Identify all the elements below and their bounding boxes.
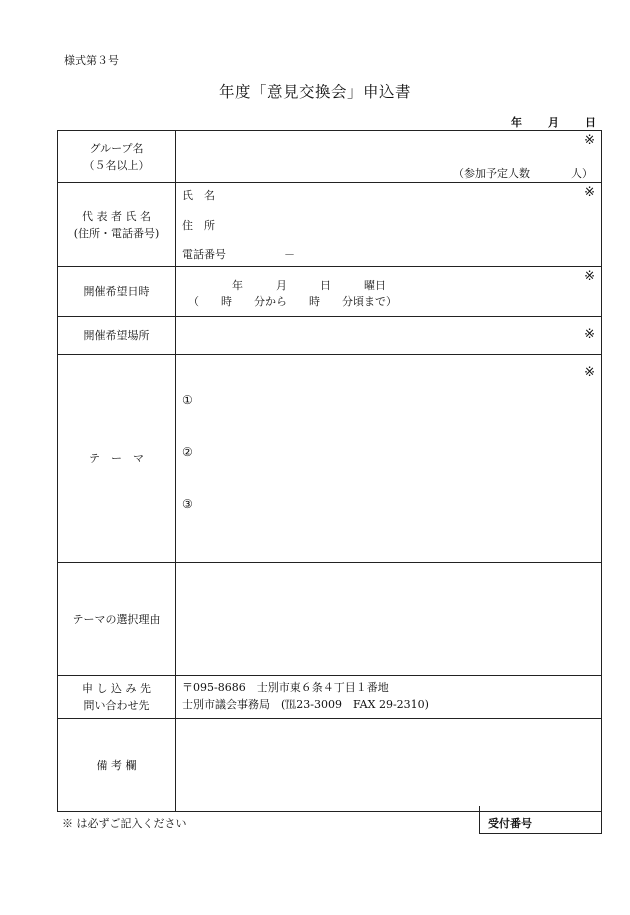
theme-item-3: ③ — [182, 497, 193, 511]
theme-item-1: ① — [182, 393, 193, 407]
reason-field[interactable] — [176, 563, 602, 676]
form-title: 年度「意見交換会」申込書 — [218, 83, 411, 101]
required-mark-group: ※ — [584, 133, 595, 148]
representative-field[interactable] — [176, 183, 602, 267]
theme-label: テ ー マ — [58, 355, 176, 563]
representative-row — [58, 183, 602, 267]
place-label: 開催希望場所 — [58, 317, 176, 355]
contact-row — [58, 676, 602, 719]
contact-label — [58, 676, 176, 719]
remarks-field[interactable] — [176, 719, 602, 812]
datetime-row — [58, 267, 602, 317]
contact-label-line1: 申 し 込 み 先 — [82, 682, 151, 695]
participants-close-label: 人） — [571, 167, 593, 180]
date-year-label: 年 — [511, 116, 522, 129]
datetime-label: 開催希望日時 — [58, 267, 176, 317]
datetime-field[interactable] — [176, 267, 602, 317]
theme-item-2: ② — [182, 445, 193, 459]
rep-phone-dash: － — [284, 248, 295, 261]
group-row — [58, 131, 602, 183]
receipt-number-box — [479, 806, 602, 834]
rep-name-label: 氏 名 — [182, 189, 215, 202]
date-day-label: 日 — [585, 116, 596, 129]
representative-label-line1: 代 表 者 氏 名 — [82, 209, 151, 223]
required-mark-representative: ※ — [584, 185, 595, 200]
application-form-table — [57, 130, 602, 812]
contact-info — [176, 676, 602, 719]
remarks-label: 備 考 欄 — [58, 719, 176, 812]
contact-address: 〒095-8686 士別市東６条４丁目１番地 — [182, 681, 389, 694]
required-mark-place: ※ — [584, 327, 595, 342]
reason-row — [58, 563, 602, 676]
group-name-field[interactable] — [176, 131, 602, 183]
datetime-line2: （ 時 分から 時 分頃まで） — [188, 295, 397, 308]
theme-field[interactable] — [176, 355, 602, 563]
required-mark-datetime: ※ — [584, 269, 595, 284]
theme-row — [58, 355, 602, 563]
rep-address-label: 住 所 — [182, 219, 215, 232]
group-label — [58, 131, 176, 183]
form-number: 様式第３号 — [64, 54, 119, 67]
remarks-row — [58, 719, 602, 812]
date-month-label: 月 — [548, 116, 559, 129]
contact-office: 士別市議会事務局 (℡23-3009 FAX 29-2310) — [182, 698, 429, 711]
representative-label — [58, 183, 176, 267]
receipt-number-label: 受付番号 — [488, 817, 532, 830]
group-label-line2: （５名以上） — [83, 158, 150, 172]
reason-label: テーマの選択理由 — [58, 563, 176, 676]
group-label-line1: グループ名 — [89, 141, 144, 155]
rep-phone-label: 電話番号 — [182, 248, 226, 261]
footer-note: ※ は必ずご記入ください — [62, 817, 187, 830]
place-row — [58, 317, 602, 355]
representative-label-line2: (住所・電話番号) — [73, 226, 160, 240]
participants-open-label: （参加予定人数 — [453, 167, 530, 180]
contact-label-line2: 問い合わせ先 — [83, 699, 150, 712]
datetime-line1: 年 月 日 曜日 — [232, 279, 386, 292]
required-mark-theme: ※ — [584, 365, 595, 380]
place-field[interactable] — [176, 317, 602, 355]
